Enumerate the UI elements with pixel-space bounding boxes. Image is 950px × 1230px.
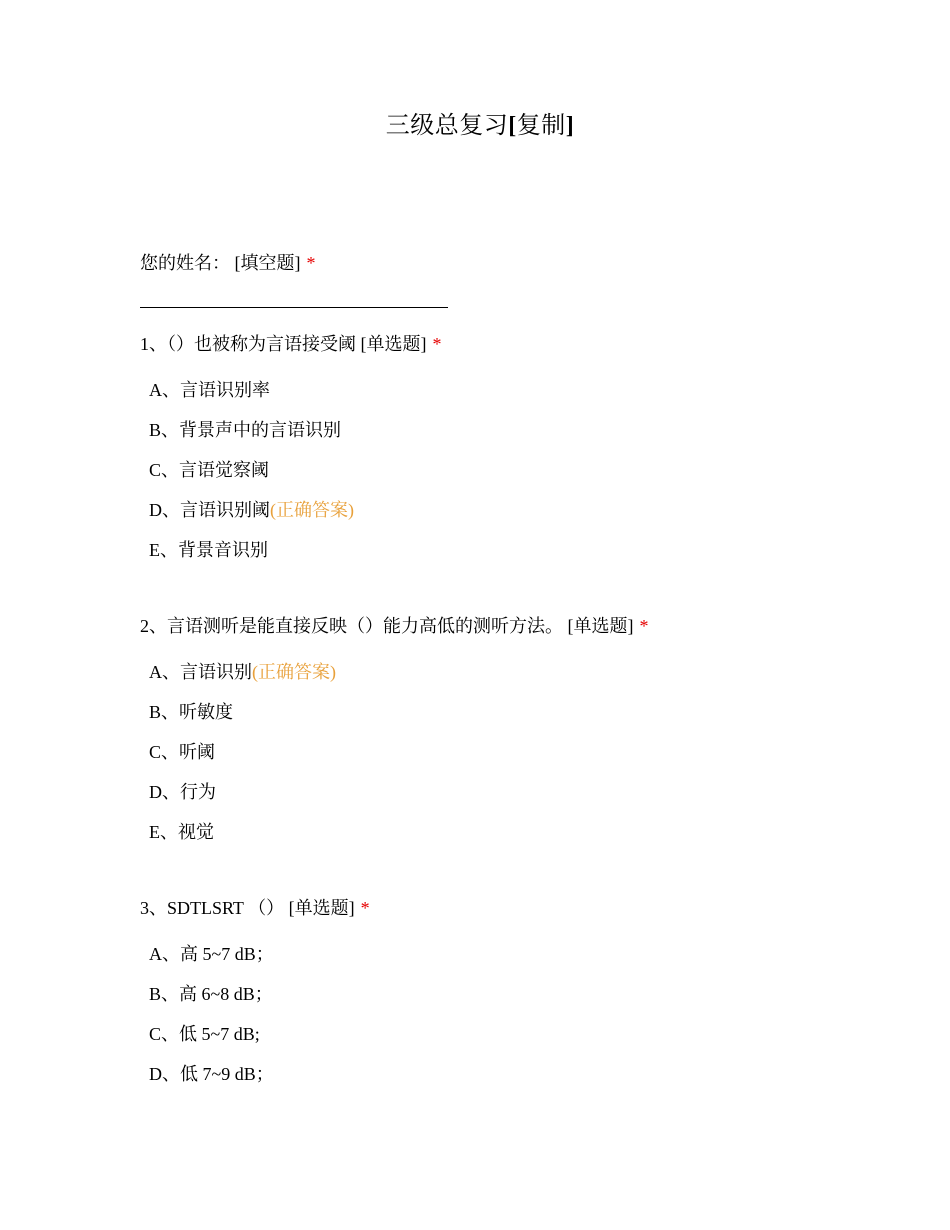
q1-option-c[interactable] [149,458,269,482]
name-question-label: 您的姓名： [140,253,230,273]
question-text: 1、（）也被称为言语接受阈 [140,334,356,354]
q1-option-e[interactable] [149,538,268,562]
option-label: D、行为 [149,782,216,802]
question-text: 3、SDTLSRT （） [140,898,285,918]
q2-option-c[interactable] [149,740,215,764]
title-open-bracket: [ [508,113,517,139]
name-question-type: [填空题] [234,253,301,273]
option-label: E、视觉 [149,822,214,842]
q1-option-a[interactable] [149,378,270,402]
required-mark: * [639,616,649,636]
option-label: B、听敏度 [149,702,234,722]
question-3-title [140,896,370,920]
page-title [0,110,950,142]
required-mark: * [306,253,316,273]
q1-option-b[interactable] [149,418,341,442]
question-type: [单选题] [360,334,427,354]
option-label: C、言语觉察阈 [149,460,270,480]
option-label: D、低 7~9 dB； [149,1064,274,1084]
option-label: A、言语识别 [149,662,252,682]
required-mark: * [432,334,442,354]
option-label: B、高 6~8 dB； [149,984,273,1004]
correct-answer-tag: (正确答案) [252,662,336,682]
option-label: C、低 5~7 dB; [149,1024,260,1044]
option-label: A、高 5~7 dB； [149,944,274,964]
name-answer-field[interactable] [140,307,448,308]
option-label: C、听阈 [149,742,216,762]
question-2-title [140,614,649,638]
question-type: [单选题] [567,616,634,636]
title-main: 三级总复习 [385,113,509,139]
option-label: E、背景音识别 [149,540,268,560]
q3-option-d[interactable] [149,1062,274,1086]
option-label: B、背景声中的言语识别 [149,420,342,440]
q1-option-d[interactable] [149,498,354,522]
question-1-title [140,332,442,356]
q3-option-c[interactable] [149,1022,260,1046]
q3-option-b[interactable] [149,982,273,1006]
name-question [140,251,316,275]
question-type: [单选题] [288,898,355,918]
title-close-bracket: ] [565,113,575,139]
option-label: D、言语识别阈 [149,500,270,520]
q2-option-e[interactable] [149,820,214,844]
required-mark: * [360,898,370,918]
q2-option-b[interactable] [149,700,233,724]
title-suffix: 复制 [516,113,566,139]
option-label: A、言语识别率 [149,380,270,400]
q3-option-a[interactable] [149,942,274,966]
question-text: 2、言语测听是能直接反映（）能力高低的测听方法。 [140,616,563,636]
q2-option-a[interactable] [149,660,336,684]
q2-option-d[interactable] [149,780,216,804]
correct-answer-tag: (正确答案) [270,500,354,520]
